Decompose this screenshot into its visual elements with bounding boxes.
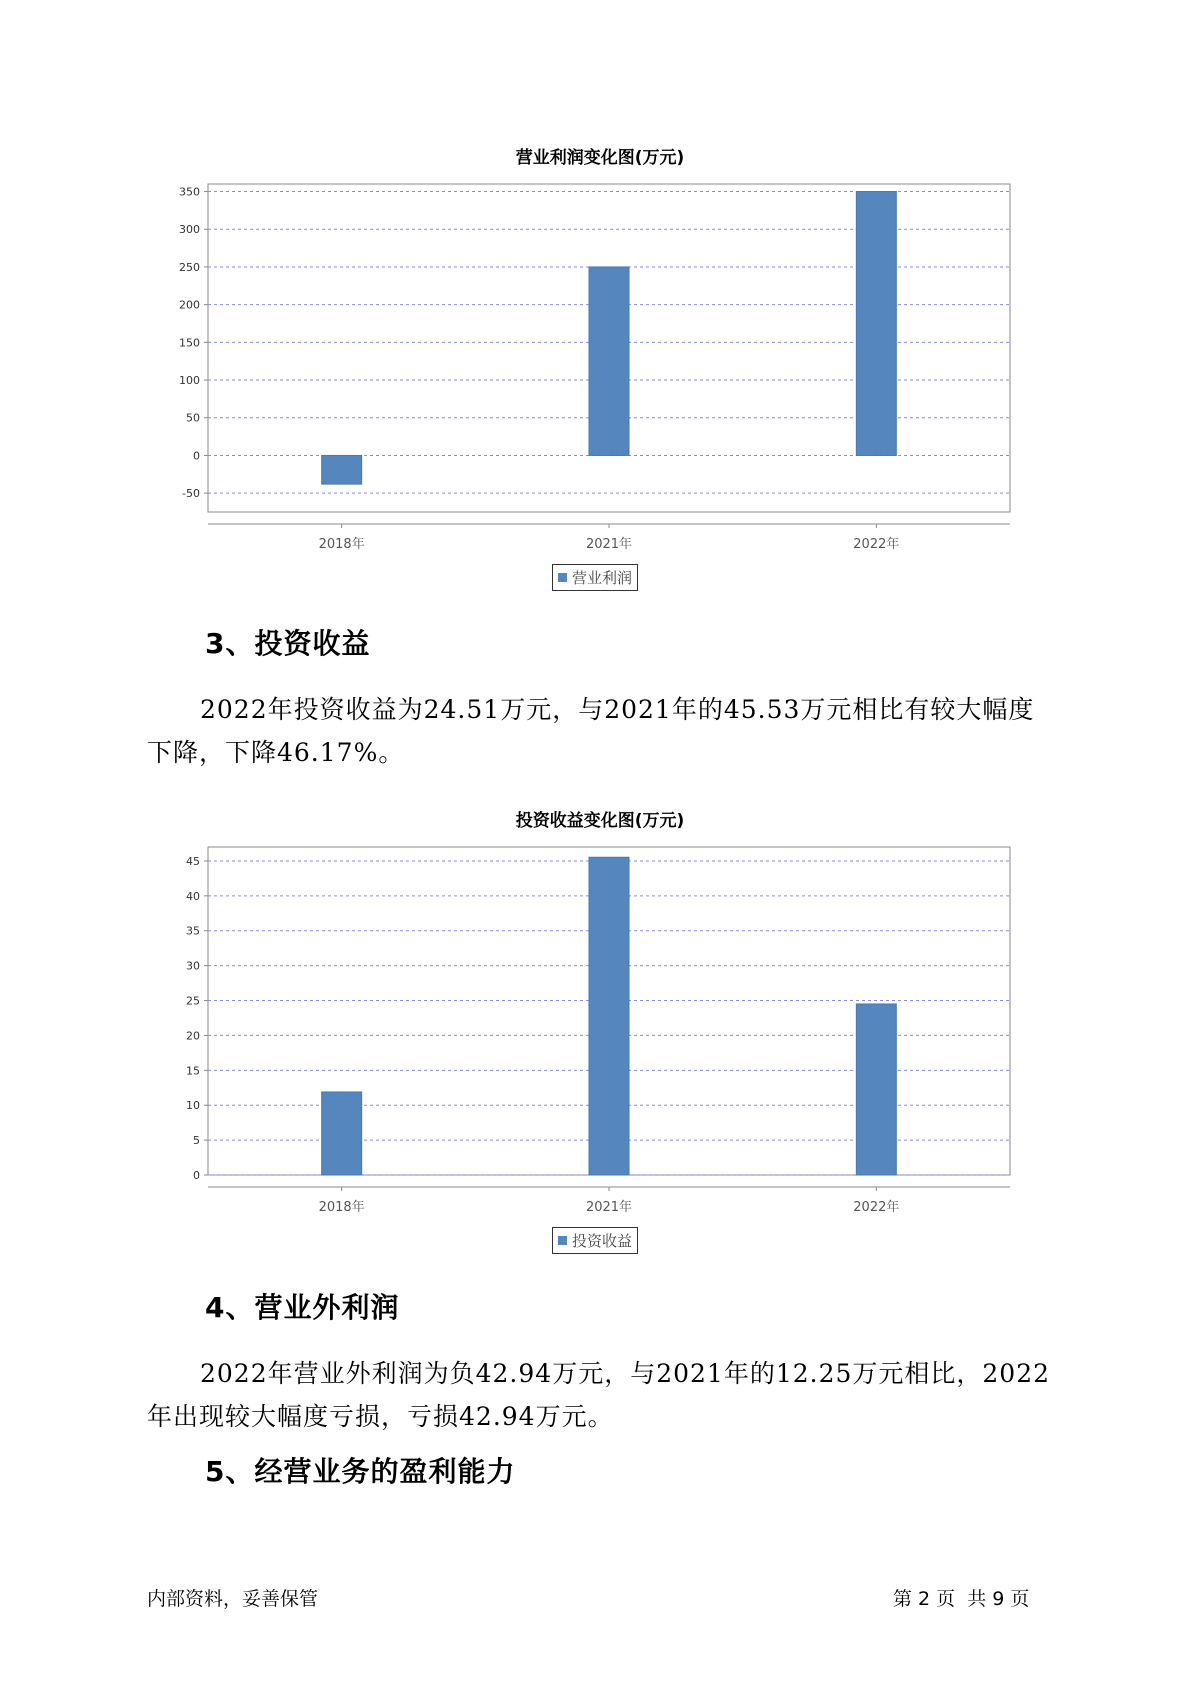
x-tick-label: 2018年 <box>318 1200 365 1215</box>
x-tick-label: 2022年 <box>853 1200 900 1215</box>
bar <box>322 455 362 484</box>
y-tick-label: 30 <box>186 959 200 973</box>
investment-income-paragraph: 2022年投资收益为24.51万元，与2021年的45.53万元相比有较大幅度下降，下降46.17%。 <box>147 695 1035 767</box>
y-tick-label: 0 <box>193 449 200 463</box>
chart-title: 营业利润变化图(万元) <box>515 148 685 168</box>
legend-label: 营业利润 <box>572 569 633 587</box>
legend-swatch <box>558 1236 567 1245</box>
bar <box>856 1004 896 1175</box>
section-heading-non-operating-profit: 4、营业外利润 <box>205 1291 400 1324</box>
bar <box>589 857 629 1175</box>
y-tick-label: 5 <box>193 1134 200 1148</box>
investment-income-chart <box>150 803 1050 1253</box>
chart-svg <box>150 843 1050 1223</box>
legend-swatch <box>558 573 567 582</box>
y-tick-label: 300 <box>179 223 200 237</box>
bar <box>322 1092 362 1175</box>
y-tick-label: 35 <box>186 924 200 938</box>
y-tick-label: 100 <box>179 374 200 388</box>
y-tick-label: 350 <box>179 185 200 199</box>
y-tick-label: -50 <box>182 487 200 501</box>
bar <box>589 267 629 456</box>
y-tick-label: 250 <box>179 260 200 274</box>
y-tick-label: 50 <box>186 411 200 425</box>
section-heading-operating-profitability: 5、经营业务的盈利能力 <box>205 1455 516 1488</box>
chart-svg <box>150 180 1050 560</box>
y-tick-label: 10 <box>186 1099 200 1113</box>
y-tick-label: 15 <box>186 1064 200 1078</box>
chart-legend <box>552 564 638 591</box>
y-tick-label: 200 <box>179 298 200 312</box>
x-tick-label: 2022年 <box>853 537 900 552</box>
footer-page-number: 第 2 页 共 9 页 <box>893 1588 1030 1610</box>
non-operating-profit-paragraph: 2022年营业外利润为负42.94万元，与2021年的12.25万元相比，2022年出现较大幅度亏损，亏损42.94万元。 <box>147 1359 1051 1431</box>
chart-legend <box>552 1227 638 1254</box>
y-tick-label: 0 <box>193 1169 200 1182</box>
y-tick-label: 150 <box>179 336 200 350</box>
chart-title: 投资收益变化图(万元) <box>515 811 685 831</box>
legend-label: 投资收益 <box>572 1232 633 1250</box>
bar <box>856 192 896 456</box>
y-tick-label: 45 <box>186 854 200 868</box>
footer-confidential-note: 内部资料，妥善保管 <box>147 1588 319 1610</box>
y-tick-label: 20 <box>186 1029 200 1043</box>
section-heading-investment-income: 3、投资收益 <box>205 627 371 660</box>
x-tick-label: 2018年 <box>318 537 365 552</box>
x-tick-label: 2021年 <box>585 537 633 552</box>
y-tick-label: 40 <box>186 889 200 903</box>
y-tick-label: 25 <box>186 994 200 1008</box>
operating-profit-chart <box>150 140 1050 590</box>
x-tick-label: 2021年 <box>585 1200 633 1215</box>
